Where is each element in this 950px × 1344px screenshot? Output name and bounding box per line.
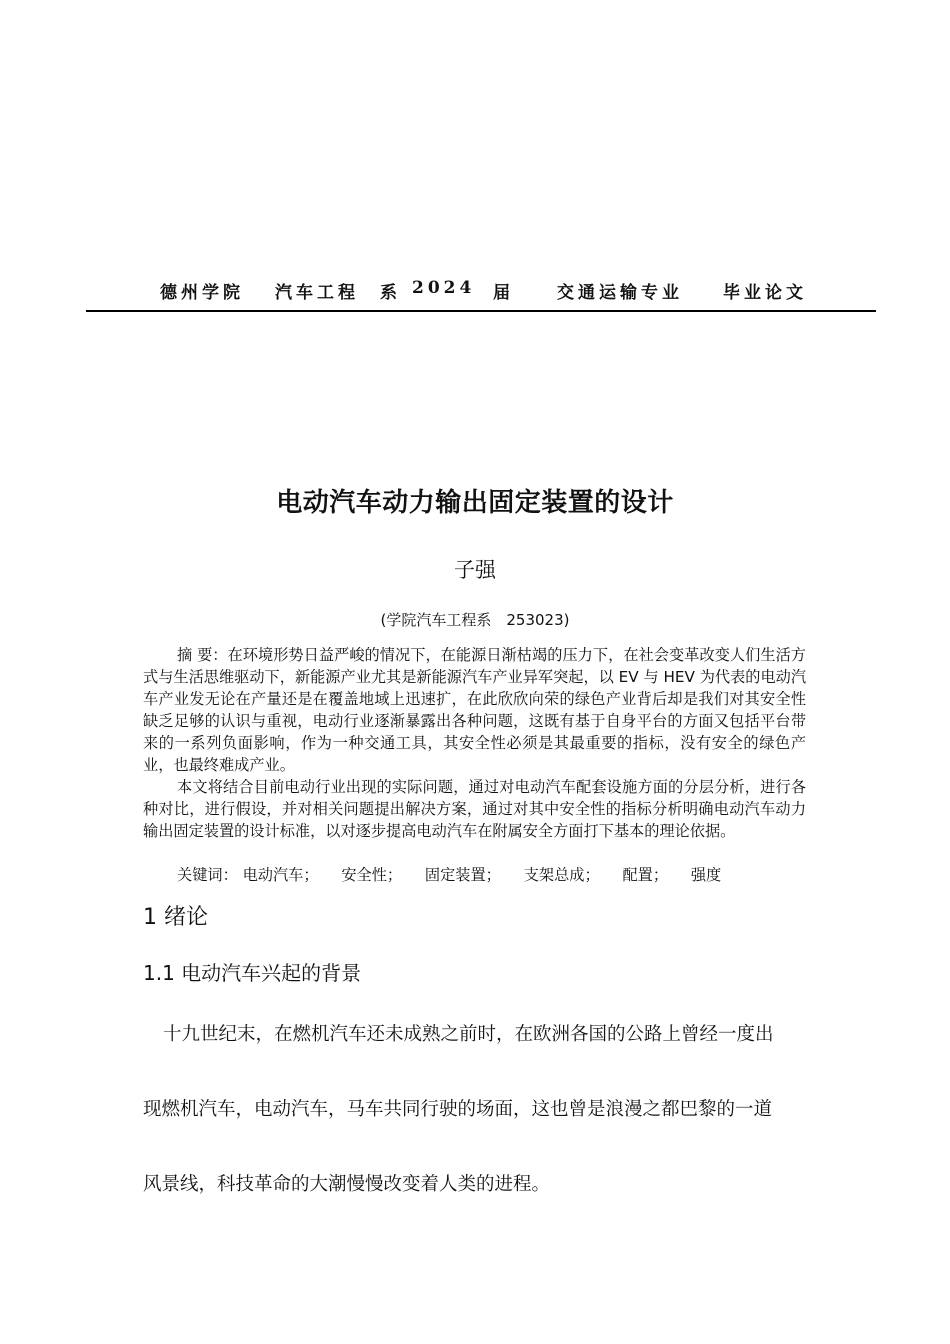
keywords-line	[177, 864, 739, 885]
header-year: 2024	[412, 278, 476, 298]
header-school: 德州学院	[160, 283, 244, 303]
header-major: 交通运输专业	[557, 283, 683, 303]
abstract-paragraph-1: 摘 要：在环境形势日益严峻的情况下，在能源日渐枯竭的压力下，在社会变革改变人们生活方式与生活思维驱动下，新能源产业尤其是新能源汽车产业异军突起，以 EV 与 HEV 为代表的电动汽车产业发无论在产量还是在覆盖地域上迅速扩，在此欣欣向荣的绿色产业背后却是我们对其安全性缺乏足够的认识与重视，电动行业逐渐暴露出各种问题，这既有基于自身平台的方面又包括平台带来的一系列负面影响，作为一种交通工具，其安全性必须是其最重要的指标，没有安全的绿色产业，也最终难成产业。	[143, 646, 807, 774]
header-thesis: 毕业论文	[723, 283, 807, 303]
section-heading-1: 1 绪论	[143, 905, 208, 930]
header-jie: 届	[493, 283, 514, 303]
abstract-paragraph-2: 本文将结合目前电动行业出现的实际问题，通过对电动汽车配套设施方面的分层分析，进行各种对比，进行假设，并对相关问题提出解决方案，通过对其中安全性的指标分析明确电动汽车动力输出固定装置的设计标准，以对逐步提高电动汽车在附属安全方面打下基本的理论依据。	[143, 778, 806, 840]
keyword: 配置；	[622, 866, 669, 884]
abstract	[143, 644, 806, 842]
body-line-3: 风景线，科技革命的大潮慢慢改变着人类的进程。	[143, 1174, 551, 1195]
keyword: 电动汽车；	[242, 866, 319, 884]
paper-affiliation: (学院汽车工程系 253023)	[380, 611, 570, 629]
keyword: 固定装置；	[424, 866, 501, 884]
body-line-1: 十九世纪末，在燃机汽车还未成熟之前时，在欧洲各国的公路上曾经一度出	[163, 1024, 774, 1045]
keyword: 强度	[690, 866, 722, 884]
paper-title: 电动汽车动力输出固定装置的设计	[276, 488, 674, 518]
keyword: 安全性；	[341, 866, 403, 884]
header-xi: 系	[380, 283, 401, 303]
section-heading-1-1: 1.1 电动汽车兴起的背景	[143, 961, 362, 985]
body-line-2: 现燃机汽车，电动汽车，马车共同行驶的场面，这也曾是浪漫之都巴黎的一道	[143, 1099, 773, 1120]
keyword: 支架总成；	[523, 866, 600, 884]
paper-author: 子强	[454, 558, 496, 582]
header-dept: 汽车工程	[275, 283, 359, 303]
keywords-label: 关键词：	[177, 866, 238, 884]
header-rule	[86, 310, 876, 312]
